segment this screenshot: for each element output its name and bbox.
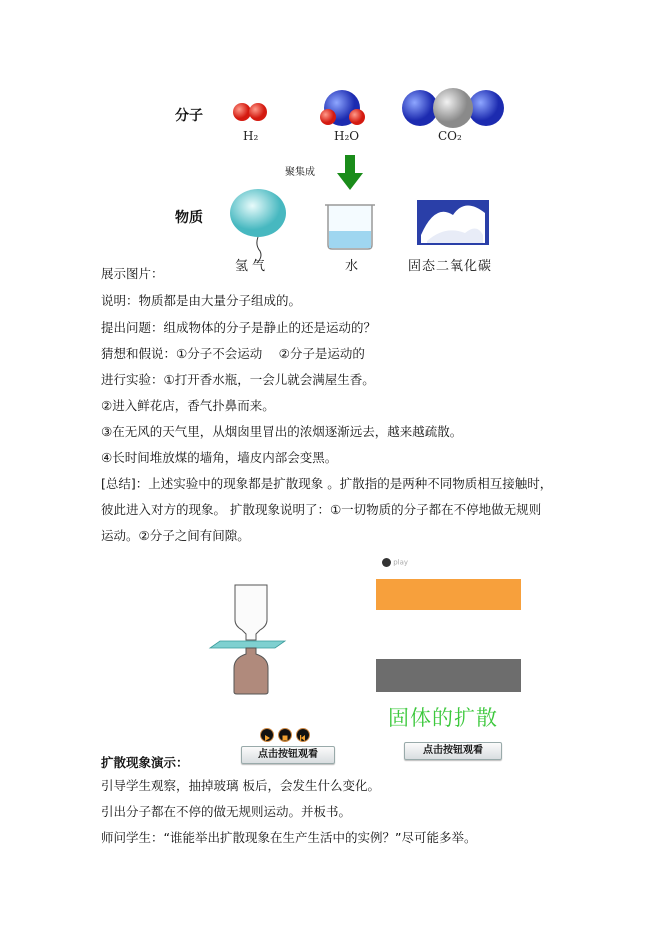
summary-line-3: 运动。②分子之间有间隙。 bbox=[101, 528, 250, 543]
label-co2: CO₂ bbox=[438, 129, 462, 143]
diffusion-demo-figure bbox=[200, 550, 530, 765]
show-picture-line: 展示图片： bbox=[101, 266, 164, 281]
explain-line: 说明：物质都是由大量分子组成的。 bbox=[101, 293, 302, 308]
beaker-icon bbox=[325, 205, 375, 249]
dry-ice-icon bbox=[417, 200, 489, 245]
experiment-1-line: 进行实验：①打开香水瓶，一会儿就会满屋生香。 bbox=[101, 372, 375, 387]
rewind-icon[interactable] bbox=[296, 728, 310, 742]
watch-solid-demo-button[interactable]: 点击按钮观看 bbox=[404, 742, 502, 760]
arrow-label: 聚集成 bbox=[285, 167, 315, 178]
molecule-figure bbox=[165, 85, 520, 272]
hypothesis-line: 猜想和假说：①分子不会运动 ②分子是运动的 bbox=[101, 346, 365, 361]
summary-line-2: 彼此进入对方的现象。 扩散现象说明了：①一切物质的分子都在不停地做无规则 bbox=[101, 502, 542, 517]
label-dry-ice: 固态二氧化碳 bbox=[408, 259, 493, 274]
molecule-illustrations bbox=[165, 85, 520, 272]
stop-icon[interactable] bbox=[278, 728, 292, 742]
experiment-4-line: ④长时间堆放煤的墙角，墙皮内部会变黑。 bbox=[101, 450, 338, 465]
summary-line-1: [总结]：上述实验中的现象都是扩散现象 。扩散指的是两种不同物质相互接触时， bbox=[101, 476, 553, 491]
balloon-icon bbox=[230, 189, 286, 263]
experiment-2-line: ②进入鲜花店，香气扑鼻而来。 bbox=[101, 398, 275, 413]
arrow-down-icon bbox=[337, 155, 363, 190]
solid-diffusion-caption: 固体的扩散 bbox=[388, 706, 498, 730]
play-button[interactable] bbox=[382, 558, 408, 567]
guide-line-1: 引导学生观察，抽掉玻璃 板后，会发生什么变化。 bbox=[101, 778, 380, 793]
label-h2: H₂ bbox=[243, 129, 259, 143]
orange-block bbox=[376, 579, 521, 610]
label-h2o: H₂O bbox=[334, 129, 360, 143]
h2-molecule-icon bbox=[233, 103, 267, 121]
gas-diffusion-bottles-illustration bbox=[200, 550, 320, 700]
teacher-question-line: 师问学生：“谁能举出扩散现象在生产生活中的实例？”尽可能多举。 bbox=[101, 830, 477, 845]
row-label-substance: 物质 bbox=[175, 210, 203, 226]
watch-gas-demo-button[interactable]: 点击按钮观看 bbox=[241, 746, 335, 764]
guide-line-2: 引出分子都在不停的做无规则运动。并板书。 bbox=[101, 804, 352, 819]
label-water: 水 bbox=[345, 259, 359, 274]
label-hydrogen: 氢气 bbox=[235, 259, 270, 274]
co2-molecule-icon bbox=[402, 88, 504, 128]
row-label-molecule: 分子 bbox=[175, 108, 203, 124]
play-icon[interactable] bbox=[260, 728, 274, 742]
question-line: 提出问题：组成物体的分子是静止的还是运动的？ bbox=[101, 320, 377, 335]
experiment-3-line: ③在无风的天气里，从烟囱里冒出的浓烟逐渐远去，越来越疏散。 bbox=[101, 424, 463, 439]
play-circle-icon bbox=[382, 558, 391, 567]
demo-title: 扩散现象演示： bbox=[101, 755, 189, 770]
gray-block bbox=[376, 659, 521, 692]
h2o-molecule-icon bbox=[320, 90, 365, 126]
play-label: play bbox=[393, 558, 409, 567]
